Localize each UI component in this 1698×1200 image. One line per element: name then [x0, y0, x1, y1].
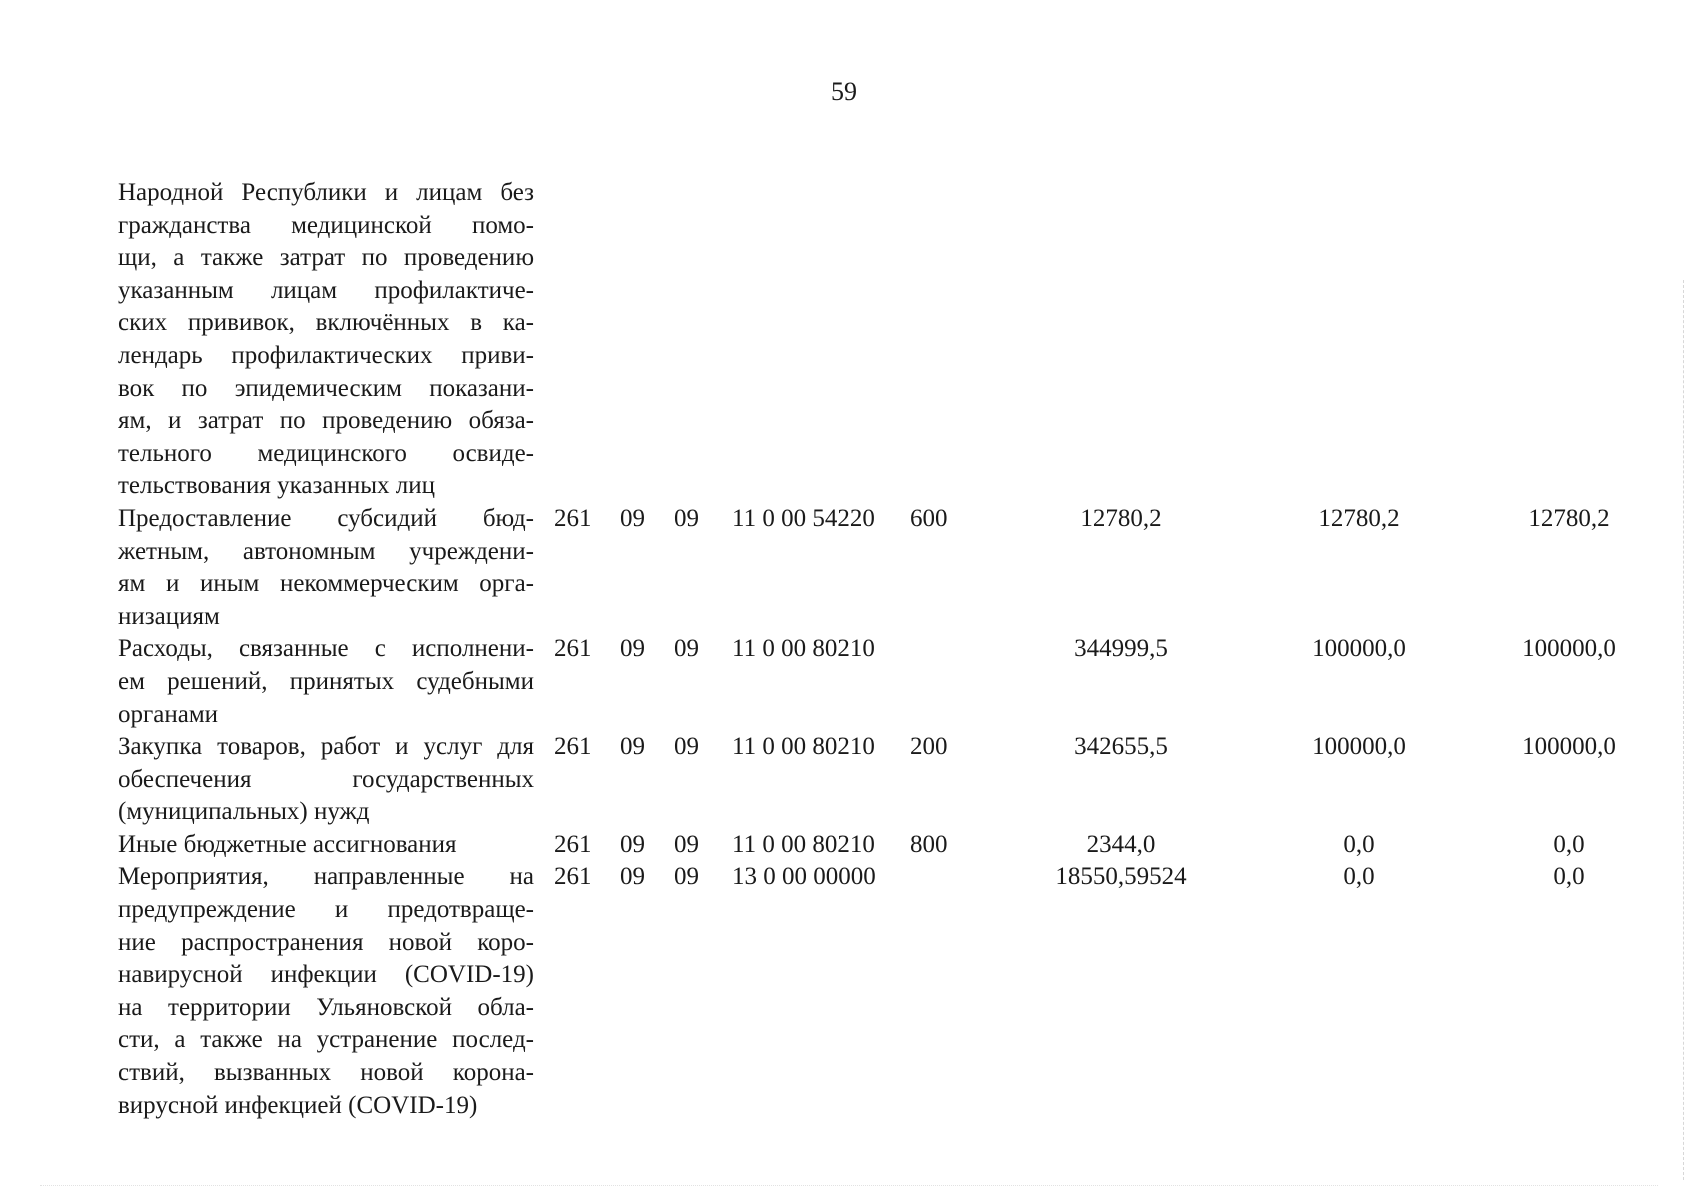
cell-grbs: 261 [554, 504, 592, 532]
cell-amount-year1: 342655,5 [1074, 733, 1168, 761]
page-number: 59 [831, 77, 857, 106]
table-row [118, 731, 1616, 829]
description-line: Расходы, связанные с исполнени- [118, 635, 534, 663]
description-line: вирусной инфекцией (COVID-19) [118, 1091, 478, 1119]
description-line: указанным лицам профилактиче- [118, 276, 534, 304]
cell-amount-year2: 0,0 [1343, 863, 1375, 891]
cell-amount-year1: 18550,59524 [1055, 863, 1187, 891]
description-line: сти, а также на устранение послед- [118, 1026, 534, 1054]
table-row [118, 861, 1585, 1122]
description-line: Закупка товаров, работ и услуг для [118, 733, 534, 761]
description-line: вок по эпидемическим показани- [118, 374, 534, 402]
cell-target-article: 13 0 00 00000 [732, 863, 876, 891]
cell-expense-type: 800 [910, 830, 948, 858]
cell-subsection: 09 [674, 504, 699, 532]
cell-amount-year1: 2344,0 [1086, 830, 1156, 858]
cell-amount-year2: 100000,0 [1312, 635, 1406, 663]
description-line: Мероприятия, направленные на [118, 863, 534, 891]
description-line: на территории Ульяновской обла- [118, 993, 534, 1021]
cell-amount-year2: 12780,2 [1318, 504, 1400, 532]
description-line: ям, и затрат по проведению обяза- [118, 407, 534, 435]
cell-section: 09 [620, 733, 645, 761]
cell-target-article: 11 0 00 80210 [732, 830, 875, 858]
description-line: ем решений, принятых судебными [118, 667, 534, 695]
cell-grbs: 261 [554, 830, 592, 858]
description-line: предупреждение и предотвраще- [118, 896, 534, 924]
description-line: гражданства медицинской помо- [118, 211, 534, 239]
cell-target-article: 11 0 00 80210 [732, 733, 875, 761]
cell-amount-year3: 0,0 [1553, 863, 1585, 891]
row-description [118, 503, 534, 633]
cell-subsection: 09 [674, 863, 699, 891]
description-line: ских прививок, включённых в ка- [118, 309, 534, 337]
description-line: ние распространения новой коро- [118, 928, 534, 956]
row-description [118, 829, 534, 862]
cell-subsection: 09 [674, 635, 699, 663]
description-line: ям и иным некоммерческим орга- [118, 570, 534, 598]
cell-grbs: 261 [554, 635, 592, 663]
table-row [118, 177, 534, 503]
table-row [118, 503, 1610, 633]
cell-expense-type: 600 [910, 504, 948, 532]
scan-bottom-artifact [40, 1184, 1658, 1186]
cell-section: 09 [620, 863, 645, 891]
cell-section: 09 [620, 635, 645, 663]
cell-amount-year1: 12780,2 [1080, 504, 1162, 532]
cell-subsection: 09 [674, 830, 699, 858]
description-line: низациям [118, 602, 220, 630]
description-line: органами [118, 700, 219, 728]
cell-section: 09 [620, 504, 645, 532]
cell-amount-year2: 100000,0 [1312, 733, 1406, 761]
description-line: обеспечения государственных [118, 765, 534, 793]
description-line: ствий, вызванных новой корона- [118, 1059, 534, 1087]
cell-grbs: 261 [554, 733, 592, 761]
description-line: тельствования указанных лиц [118, 472, 436, 500]
description-line: лендарь профилактических приви- [118, 341, 534, 369]
row-description [118, 861, 534, 1122]
scan-margin-artifact [1681, 280, 1684, 1180]
description-line: Предоставление субсидий бюд- [118, 504, 534, 532]
description-line: (муниципальных) нужд [118, 798, 370, 826]
row-description [118, 177, 534, 503]
row-description [118, 633, 534, 731]
budget-table [118, 177, 1616, 1122]
cell-amount-year3: 100000,0 [1522, 635, 1616, 663]
cell-section: 09 [620, 830, 645, 858]
cell-subsection: 09 [674, 733, 699, 761]
description-line: Иные бюджетные ассигнования [118, 830, 457, 858]
table-row [118, 829, 1585, 862]
cell-amount-year3: 12780,2 [1528, 504, 1610, 532]
description-line: жетным, автономным учреждени- [118, 537, 534, 565]
table-row [118, 633, 1616, 731]
row-description [118, 731, 534, 829]
description-line: тельного медицинского освиде- [118, 439, 534, 467]
cell-target-article: 11 0 00 80210 [732, 635, 875, 663]
cell-amount-year2: 0,0 [1343, 830, 1375, 858]
cell-grbs: 261 [554, 863, 592, 891]
cell-amount-year1: 344999,5 [1074, 635, 1168, 663]
description-line: Народной Республики и лицам без [118, 179, 534, 206]
cell-amount-year3: 0,0 [1553, 830, 1585, 858]
cell-amount-year3: 100000,0 [1522, 733, 1616, 761]
description-line: щи, а также затрат по проведению [118, 244, 534, 272]
cell-target-article: 11 0 00 54220 [732, 504, 875, 532]
cell-expense-type: 200 [910, 733, 948, 761]
description-line: навирусной инфекции (COVID-19) [118, 961, 534, 989]
